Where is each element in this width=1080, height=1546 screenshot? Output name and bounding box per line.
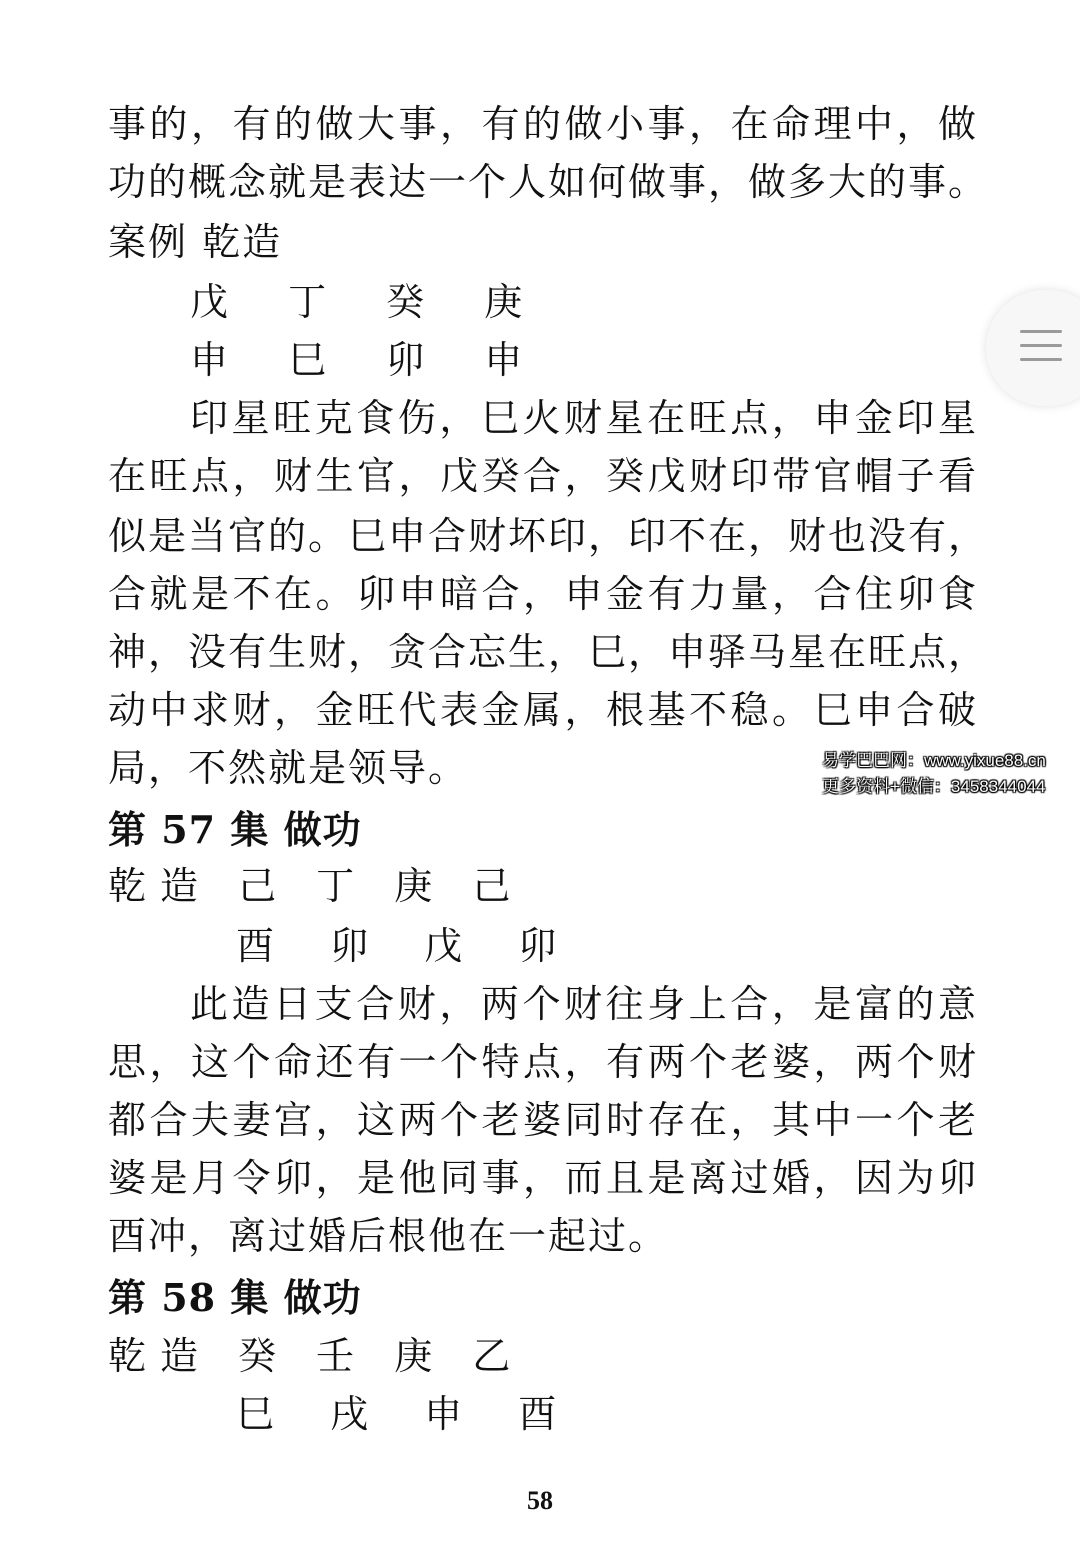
- chart-branches-row: 巳 戌 申 酉: [236, 1392, 579, 1436]
- heavenly-stems-row: 戊 丁 癸 庚: [190, 280, 547, 324]
- text-line: 功的概念就是表达一个人如何做事，做多大的事。: [108, 160, 989, 204]
- text-line: 神，没有生财，贪合忘生，巳，申驿马星在旺点，: [108, 630, 989, 674]
- section-heading-57: 第 57 集 做功: [108, 807, 362, 852]
- chart-stems-row: 乾造 己 丁 庚 己: [108, 864, 525, 908]
- chart-branches-row: 酉 卯 戊 卯: [236, 924, 579, 968]
- floating-menu-button[interactable]: [986, 290, 1080, 406]
- text-line: 都合夫妻宫，这两个老婆同时存在，其中一个老: [108, 1098, 978, 1142]
- text-line: 动中求财，金旺代表金属，根基不稳。巳申合破: [108, 688, 978, 732]
- paragraph-first-line: 印星旺克食伤，巳火财星在旺点，申金印星: [190, 396, 978, 440]
- text-line: 在旺点，财生官，戊癸合，癸戊财印带官帽子看: [108, 454, 978, 498]
- page-number: 58: [527, 1486, 553, 1515]
- chart-stems-row: 乾造 癸 壬 庚 乙: [108, 1334, 525, 1378]
- earthly-branches-row: 申 巳 卯 申: [190, 338, 547, 382]
- menu-icon: [1020, 330, 1062, 364]
- text-line: 合就是不在。卯申暗合，申金有力量，合住卯食: [108, 572, 978, 616]
- text-line: 思，这个命还有一个特点，有两个老婆，两个财: [108, 1040, 978, 1084]
- text-line: 局，不然就是领导。: [108, 746, 469, 790]
- text-line: 酉冲，离过婚后根他在一起过。: [108, 1214, 669, 1258]
- watermark-contact: 更多资料+微信：3458344044: [822, 777, 1046, 796]
- text-line: 婆是月令卯，是他同事，而且是离过婚，因为卯: [108, 1156, 978, 1200]
- text-line: 事的，有的做大事，有的做小事，在命理中，做: [108, 102, 978, 146]
- section-heading-58: 第 58 集 做功: [108, 1275, 362, 1320]
- watermark-site: 易学巴巴网：www.yixue88.cn: [822, 751, 1046, 770]
- paragraph-first-line: 此造日支合财，两个财往身上合，是富的意: [190, 982, 978, 1026]
- text-line: 似是当官的。巳申合财坏印，印不在，财也没有，: [108, 514, 989, 558]
- case-label: 案例 乾造: [108, 220, 283, 264]
